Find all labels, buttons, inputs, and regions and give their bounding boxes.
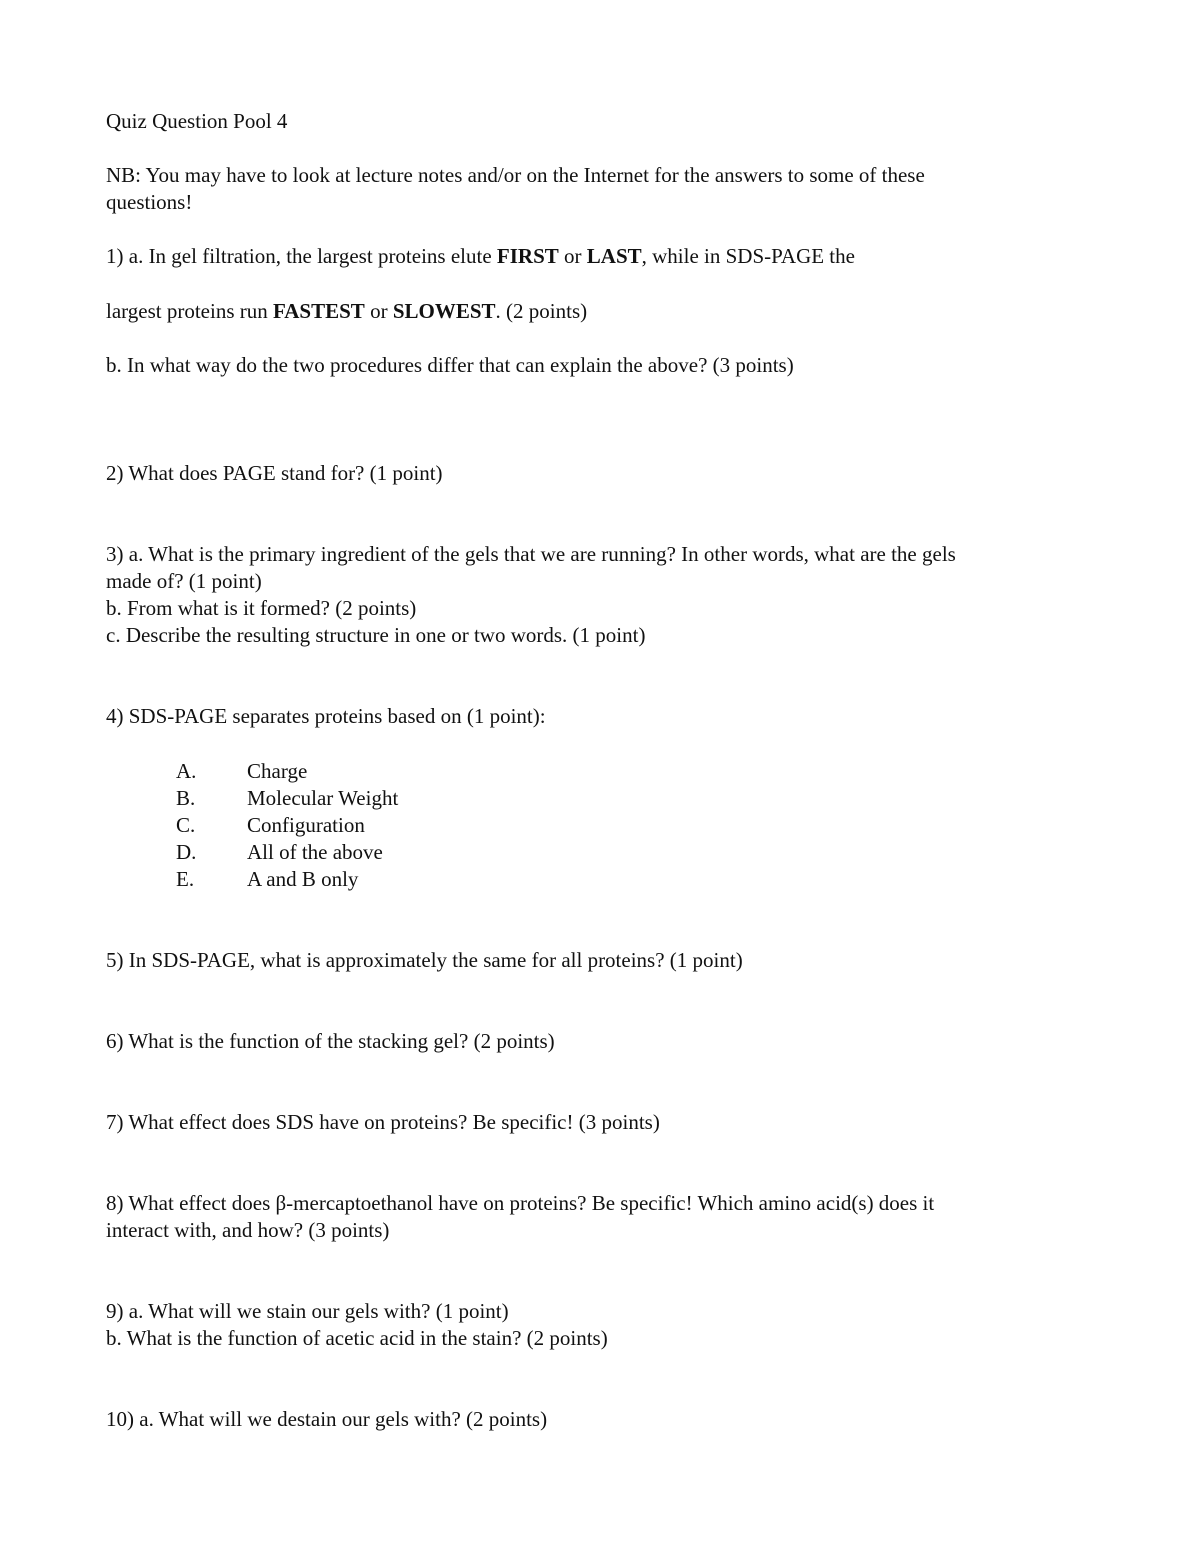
question-1a-line-2 [106,298,587,325]
question-3a-line-1: 3) a. What is the primary ingredient of the gels that we are running? In other words, what are the gels [106,542,956,566]
option-letter: A. [176,759,197,783]
option-text: Configuration [247,813,365,837]
question-9a: 9) a. What will we stain our gels with? (1 point) [106,1299,509,1323]
question-3b: b. From what is it formed? (2 points) [106,596,417,620]
option-letter: C. [176,813,196,837]
question-6: 6) What is the function of the stacking gel? (2 points) [106,1029,555,1053]
option-text: A and B only [247,867,359,891]
q1a-l1-text-3: , while in SDS-PAGE the [641,244,855,268]
question-3c: c. Describe the resulting structure in one or two words. (1 point) [106,623,646,647]
q1a-last-bold: LAST [586,244,642,268]
note-line-1: NB: You may have to look at lecture notes and/or on the Internet for the answers to some of these [106,163,925,187]
question-2: 2) What does PAGE stand for? (1 point) [106,461,443,485]
question-4-stem: 4) SDS-PAGE separates proteins based on (1 point): [106,704,546,728]
question-1b: b. In what way do the two procedures differ that can explain the above? (3 points) [106,353,794,377]
option-letter: B. [176,786,196,810]
question-5: 5) In SDS-PAGE, what is approximately the same for all proteins? (1 point) [106,948,743,972]
question-10a: 10) a. What will we destain our gels with? (2 points) [106,1407,548,1431]
q1a-first-bold: FIRST [496,244,559,268]
q1a-l2-text-3: . (2 points) [495,299,588,323]
question-7: 7) What effect does SDS have on proteins? Be specific! (3 points) [106,1110,660,1134]
q1a-l2-text-1: largest proteins run [106,299,273,323]
note-line-2: questions! [106,190,193,214]
option-letter: E. [176,867,195,891]
question-8-line-2: interact with, and how? (3 points) [106,1218,390,1242]
page-title: Quiz Question Pool 4 [106,109,288,133]
q1a-l1-text-1: 1) a. In gel filtration, the largest proteins elute [106,244,497,268]
q1a-l1-text-2: or [558,244,587,268]
q1a-fastest-bold: FASTEST [273,299,365,323]
q1a-slowest-bold: SLOWEST [392,299,496,323]
q1a-l2-text-2: or [364,299,393,323]
question-1a-line-1 [106,243,855,270]
question-9b: b. What is the function of acetic acid in the stain? (2 points) [106,1326,608,1350]
option-text: All of the above [247,840,383,864]
question-3a-line-2: made of? (1 point) [106,569,262,593]
option-text: Charge [247,759,308,783]
question-8-line-1: 8) What effect does β-mercaptoethanol have on proteins? Be specific! Which amino acid(s) does it [106,1191,935,1215]
option-text: Molecular Weight [247,786,399,810]
option-letter: D. [176,840,197,864]
